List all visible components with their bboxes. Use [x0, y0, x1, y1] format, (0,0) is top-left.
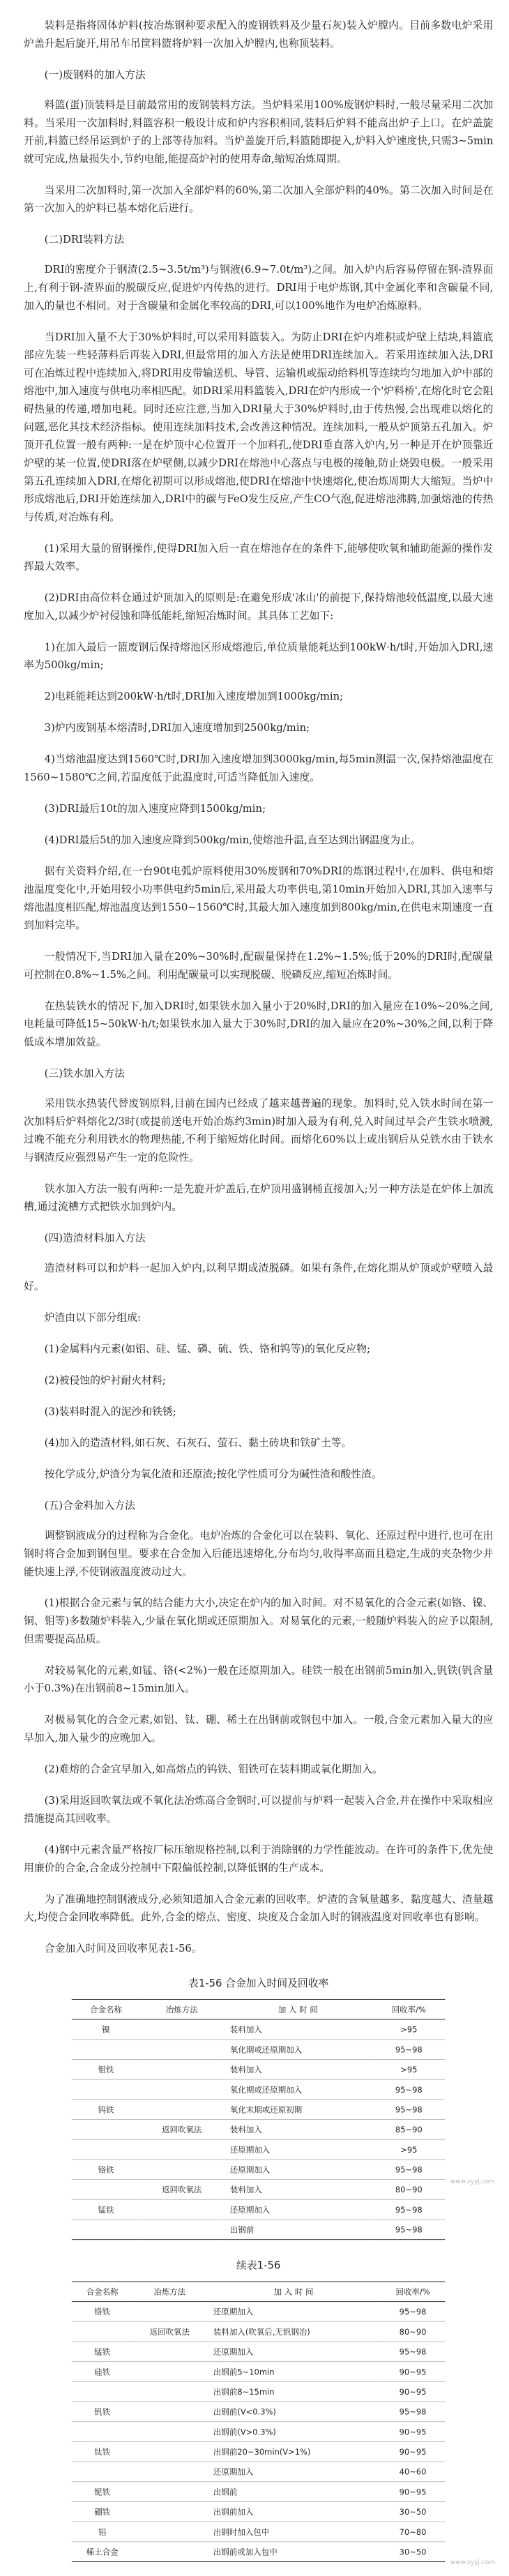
table-cell: 返回吹氧法: [140, 2120, 223, 2140]
table-cell: 95~98: [381, 2402, 446, 2422]
body-paragraph: 3)炉内废钢基本熔清时,DRI加入速度增加到2500kg/min;: [44, 721, 310, 734]
table-cell: [140, 2160, 223, 2180]
body-paragraph: 4)当熔池温度达到1560℃时,DRI加入速度增加到3000kg/min,每5min测温一次,保持熔池温度在1560~1580℃之间,若温度低于此温度时,可适当降低加入速度。: [24, 753, 494, 783]
table-row: [72, 2342, 445, 2362]
table-cell: 出钢前: [206, 2482, 380, 2502]
table-cell: 还原期加入: [206, 2302, 380, 2322]
table-row: [72, 2522, 445, 2542]
table-cell: [132, 2462, 206, 2482]
table-row: [72, 2542, 445, 2562]
table-cell: >95: [372, 2059, 445, 2079]
body-paragraph: (3)装料时混入的泥沙和铁锈;: [44, 1405, 176, 1418]
table-cell: 还原期加入: [206, 2462, 380, 2482]
section-heading: (二)DRI装料方法: [44, 233, 125, 246]
table-cell: 还原期加入: [223, 2199, 372, 2220]
table-cell: 90~95: [381, 2482, 446, 2502]
table-cell: 90~95: [381, 2422, 446, 2442]
table-cell: 95~98: [372, 2199, 445, 2220]
table-cell: 出钢前(V<0.3%): [206, 2402, 380, 2422]
table-cell: [72, 2139, 140, 2160]
table-cell: 90~95: [381, 2381, 446, 2402]
table-row: [72, 2120, 445, 2140]
table-cell: 装料加入: [223, 2059, 372, 2079]
table-cell: 硅铁: [72, 2362, 132, 2382]
body-paragraph: 据有关资料介绍,在一台90t电弧炉原料使用30%废钢和70%DRI的炼钢过程中,在加料、供电和熔池温度变化中,开始用较小功率供电约5min后,采用最大功率供电,第10min开始加入DRI,其加入速率与熔池温度相匹配,熔池温度达到1550~1560℃时,其最大加入速度加到800kg/min,在供电末期速度一直到加料完毕。: [24, 865, 494, 932]
table-cell: 锰铁: [72, 2199, 140, 2220]
table-cell: 稀土合金: [72, 2542, 132, 2562]
alloy-recovery-table: [72, 2281, 445, 2562]
body-paragraph: 当采用二次加料时,第一次加入全部炉料的60%,第二次加入全部炉料的40%。第二次加入时间是在第一次加入的炉料已基本熔化后进行。: [24, 184, 494, 215]
table-cell: 90~95: [381, 2441, 446, 2462]
body-paragraph: 料篮(蛋)顶装料是目前最常用的废钢装料方法。当炉料采用100%废钢炉料时,一般尽量采用二次加料。当采用一次加料时,料篮容积一般设计成和炉内容积相同,装料后炉料不能高出炉子上口。在炉盖旋开前,料篮已经吊运到炉子的上部等待加料。当炉盖旋开后,料篮随即提入,炉料入炉速度快,只需3~5min就可完成,热量损失小,节约电能,能提高炉衬的使用寿命,缩短冶炼周期。: [24, 98, 494, 165]
table-cell: 锰铁: [72, 2342, 132, 2362]
table-cell: [140, 2019, 223, 2040]
table-cell: 30~50: [381, 2501, 446, 2522]
table-title: 续表1-56: [236, 2259, 281, 2272]
table-cell: 装料加入: [223, 2019, 372, 2040]
watermark-text: www.zyyj.com: [450, 2178, 495, 2185]
table-cell: [140, 2139, 223, 2160]
body-paragraph: (3)采用返回吹氧法或不氧化法冶炼高合金钢时,可以提前与炉料一起装入合金,并在操作中采取相应措施提高其回收率。: [24, 1794, 494, 1825]
alloy-recovery-table: [72, 1999, 445, 2240]
table-cell: [72, 2381, 132, 2402]
body-paragraph: (1)采用大量的留钢操作,使得DRI加入后一直在熔池存在的条件下,能够使吹氧和辅助能源的操作发挥最大效率。: [24, 542, 494, 573]
table-cell: 钼铁: [72, 2059, 140, 2079]
table-cell: 氧化期或还原期加入: [223, 2079, 372, 2100]
table-cell: 装料加入: [223, 2180, 372, 2200]
table-cell: [132, 2422, 206, 2442]
body-paragraph: 铁水加入方法一般有两种:一是先旋开炉盖后,在炉顶用盛钢桶直接加入;另一种方法是在炉体上加流槽,通过流槽方式把铁水加到炉内。: [24, 1182, 494, 1213]
section-heading: (五)合金料加入方法: [44, 1499, 135, 1512]
table-header-cell: 冶炼方法: [132, 2282, 206, 2302]
body-paragraph: (2)DRI由高位料仓通过炉顶加入的原则是:在避免形成'冰山'的前提下,保持熔池较低温度,以最大速度加入,以减少炉衬侵蚀和降低能耗,缩短冶炼时间。其具体工艺如下:: [24, 592, 494, 622]
table-cell: 铝: [72, 2522, 132, 2542]
table-row: [72, 2381, 445, 2402]
body-paragraph: (4)加入的造渣材料,如石灰、石灰石、萤石、黏土砖块和铁矿土等。: [44, 1436, 352, 1449]
table-cell: 返回吹氧法: [140, 2180, 223, 2200]
table-cell: 返回吹氧法: [132, 2321, 206, 2342]
table-cell: 出钢时加入包中: [206, 2522, 380, 2542]
watermark-text: www.zyyj.com: [450, 2559, 495, 2566]
body-paragraph: 对极易氧化的合金元素,如铝、钛、硼、稀土在出钢前或钢包中加入。一般,合金元素加入量大的应早加入,加入量少的应晚加入。: [24, 1713, 494, 1744]
body-paragraph: (1)根据合金元素与氧的结合能力大小,决定在炉内的加入时间。对不易氧化的合金元素(如铬、镍、铜、钼等)多数随炉料装入,少量在氧化期或还原期加入。对易氧化的元素,一般随炉料装入的应予以限制,但需要提高品质。: [24, 1597, 494, 1645]
table-cell: [132, 2441, 206, 2462]
table-cell: [72, 2079, 140, 2100]
body-paragraph: 装料是指将固体炉料(按冶炼钢种要求配入的废钢铁料及少量石灰)装入炉膛内。目前多数电炉采用炉盖升起后旋开,用吊车吊筐料篮将炉料一次加入炉膛内,也称顶装料。: [24, 19, 494, 50]
table-cell: 硼铁: [72, 2501, 132, 2522]
table-cell: [132, 2522, 206, 2542]
table-header-cell: 回收率/%: [372, 1999, 445, 2019]
body-paragraph: (3)DRI最后10t的加入速度应降到1500kg/min;: [44, 802, 266, 815]
table-cell: 还原期加入: [223, 2160, 372, 2180]
table-cell: [132, 2302, 206, 2322]
table-cell: 出钢前或加入包中: [206, 2542, 380, 2562]
table-cell: [72, 2120, 140, 2140]
body-paragraph: (2)被侵蚀的炉衬耐火材料;: [44, 1373, 166, 1387]
table-cell: [72, 2462, 132, 2482]
table-row: [72, 2321, 445, 2342]
table-cell: 氧化期或还原期加入: [223, 2040, 372, 2060]
table-cell: 还原期加入: [223, 2139, 372, 2160]
body-paragraph: 在热装铁水的情况下,加入DRI时,如果铁水加入量小于20%时,DRI的加入量应在10%~20%之间,电耗量可降低15~50kW·h/t;如果铁水加入量大于30%时,DRI的加入量应在20%~30%之间,以利于降低成本增加效益。: [24, 1000, 494, 1048]
table-cell: [140, 2100, 223, 2120]
body-paragraph: 按化学成分,炉渣分为氧化渣和还原渣;按化学性质可分为碱性渣和酸性渣。: [44, 1468, 382, 1480]
table-cell: [72, 2220, 140, 2240]
table-row: [72, 2441, 445, 2462]
table-cell: 出钢前8~15min: [206, 2381, 380, 2402]
table-header-cell: 合金名称: [72, 1999, 140, 2019]
table-cell: 95~98: [372, 2040, 445, 2060]
table-cell: [132, 2362, 206, 2382]
table-cell: 95~98: [372, 2100, 445, 2120]
body-paragraph: 合金加入时间及回收率见表1-56。: [44, 1942, 202, 1954]
body-paragraph: 造渣材料可以和炉料一起加入炉内,以利早期成渣脱磷。如果有条件,在熔化期从炉顶或炉壁喷入最好。: [24, 1262, 494, 1293]
table-header-cell: 合金名称: [72, 2282, 132, 2302]
table-cell: 出钢前5~10min: [206, 2362, 380, 2382]
table-cell: 40~60: [381, 2462, 446, 2482]
table-cell: [132, 2402, 206, 2422]
body-paragraph: DRI的密度介于钢渣(2.5~3.5t/m³)与钢液(6.9~7.0t/m³)之间。加入炉内后容易停留在钢-渣界面上,有利于钢-渣界面的脱碳反应,促进炉内传热的进行。DRI用于电炉炼钢,其中金属化率和含碳量不同,加入的量也不相同。对于含碳量和金属化率较高的DRI,可以100%地作为电炉冶炼原料。: [24, 263, 494, 312]
body-paragraph: 一般情况下,当DRI加入量在20%~30%时,配碳量保持在1.2%~1.5%;低于20%的DRI时,配碳量可控制在0.8%~1.5%之间。利用配碳量可以实现脱碳、脱磷反应,缩短冶炼时间。: [24, 950, 494, 981]
body-paragraph: (2)难熔的合金宜早加入,如高熔点的钨铁、钼铁可在装料期或氧化期加入。: [44, 1763, 383, 1775]
table-cell: [132, 2482, 206, 2502]
section-heading: (三)铁水加入方法: [44, 1067, 125, 1080]
table-row: [72, 2079, 445, 2100]
table-title: 表1-56 合金加入时间及回收率: [188, 1977, 329, 1989]
body-paragraph: (4)DRI最后5t的加入速度应降到500kg/min,使熔池升温,直至达到出钢温度为止。: [44, 834, 421, 846]
table-cell: 装料加入(吹氧后,无钒钢冶): [206, 2321, 380, 2342]
body-paragraph: 为了准确地控制钢液成分,必须知道加入合金元素的回收率。炉渣的含氧量越多、黏度越大、渣量越大,均使合金回收率降低。此外,合金的熔点、密度、块度及合金加入时的钢液温度对回收率也有影响。: [24, 1892, 494, 1923]
body-paragraph: 采用铁水热装代替废钢原料,目前在国内已经成了越来越普遍的现象。加料时,兑入铁水时间在第一次加料后炉料熔化2/3时(或提前送电开始冶炼约3min)时加入最为有利,兑入时间过早会产生铁水喷溅,过晚不能充分利用铁水的物理热能,不利于缩短熔化时间。而熔化60%以上或出钢后从兑铁水由于铁水与钢渣反应强烈易产生一定的危险性。: [24, 1097, 494, 1163]
table-row: [72, 2220, 445, 2240]
table-header-cell: 加 入 时 间: [223, 1999, 372, 2019]
table-cell: [72, 2422, 132, 2442]
table-cell: [72, 2180, 140, 2200]
table-cell: 铬铁: [72, 2160, 140, 2180]
body-paragraph: (1)金属料内元素(如铝、硅、锰、磷、硫、铁、铬和钨等)的氧化反应物;: [44, 1342, 371, 1355]
table-cell: 80~90: [381, 2321, 446, 2342]
table-row: [72, 2019, 445, 2040]
table-cell: 出钢前(V>0.3%): [206, 2422, 380, 2442]
table-cell: 95~98: [372, 2220, 445, 2240]
section-heading: (四)造渣材料加入方法: [44, 1232, 146, 1244]
table-cell: 90~95: [381, 2362, 446, 2382]
table-cell: 80~90: [372, 2180, 445, 2200]
table-cell: 钒铁: [72, 2402, 132, 2422]
body-paragraph: 1)在加入最后一篮废钢后保持熔池区形成熔池后,单位质量能耗达到100kW·h/t时,开始加入DRI,速率为500kg/min;: [24, 641, 494, 672]
table-cell: >95: [372, 2019, 445, 2040]
table-row: [72, 2100, 445, 2120]
body-paragraph: 炉渣由以下部分组成:: [44, 1311, 142, 1324]
table-cell: 出钢前加入: [206, 2501, 380, 2522]
table-cell: 还原期加入: [206, 2342, 380, 2362]
body-paragraph: 调整钢液成分的过程称为合金化。电炉冶炼的合金化可以在装料、氧化、还原过程中进行,也可在出钢时将合金加到钢包里。要求在合金加入后能迅速熔化,分布均匀,收得率高而且稳定,生成的夹杂物少并能快速上浮,不使钢液温度波动过大。: [24, 1529, 494, 1578]
table-cell: [140, 2059, 223, 2079]
table-cell: [132, 2501, 206, 2522]
table-cell: [132, 2381, 206, 2402]
table-row: [72, 2180, 445, 2200]
table-cell: 钨铁: [72, 2100, 140, 2120]
table-cell: 铬铁: [72, 2302, 132, 2322]
table-cell: [72, 2040, 140, 2060]
table-cell: 出钢前: [223, 2220, 372, 2240]
table-header-cell: 回收率/%: [381, 2282, 446, 2302]
table-row: [72, 2402, 445, 2422]
table-cell: 出钢前20~30min(V>1%): [206, 2441, 380, 2462]
article-body: [24, 17, 493, 2562]
body-paragraph: (4)钢中元素含量严格按厂标压缩规格控制,以利于消除钢的力学性能波动。在许可的条件下,优先使用廉价的合金,合金成分控制中下限偏低控制,以降低钢的生产成本。: [24, 1844, 494, 1874]
table-row: [72, 2422, 445, 2442]
table-cell: 95~98: [381, 2302, 446, 2322]
table-cell: [140, 2199, 223, 2220]
table-row: [72, 2139, 445, 2160]
table-cell: 70~80: [381, 2522, 446, 2542]
table-cell: 85~90: [372, 2120, 445, 2140]
table-cell: [132, 2342, 206, 2362]
table-cell: [140, 2220, 223, 2240]
table-cell: [140, 2040, 223, 2060]
body-paragraph: 2)电耗能耗达到200kW·h/t时,DRI加入速度增加到1000kg/min;: [44, 690, 344, 703]
table-cell: 95~98: [381, 2342, 446, 2362]
table-cell: >95: [372, 2139, 445, 2160]
body-paragraph: 对较易氧化的元素,如锰、铬(<2%)一般在还原期加入。硅铁一般在出钢前5min加入,钒铁(钒含量小于0.3%)在出钢前8~15min加入。: [24, 1664, 494, 1694]
table-cell: 氧化末期或还原初期: [223, 2100, 372, 2120]
table-cell: [140, 2079, 223, 2100]
table-cell: 95~98: [372, 2160, 445, 2180]
table-row: [72, 2501, 445, 2522]
body-paragraph: 当DRI加入量不大于30%炉料时,可以采用料篮装入。为防止DRI在炉内堆积或炉壁上结块,料篮底部应先装一些轻薄料后再装入DRI,但最常用的加入方法是使用DRI连续加入。若采用连续加入法,DRI可在冶炼过程中连续加入,将DRI用皮带输送机、导管、运输机或振动给料机等连续均匀地加入炉中部的熔池中,加入速度与供电功率相匹配。如DRI采用料篮装入,DRI在炉内形成一个'炉料桥',在熔化时它会阻碍热量的传递,增加电耗。同时还应注意,当加入DRI量大于30%炉料时,由于传热慢,会出现难以熔化的问题,恶化其技术经济指标。使用连续加料技术,会改善这种情况。连续加料,一般从炉顶第五孔加入。炉顶开孔位置一般有两种:一是在炉顶中心位置开一个加料孔,使DRI垂直落入炉内,另一种是开在炉顶靠近炉壁的某一位置,使DRI落在炉壁侧,以减少DRI在熔池中心落点与电极的接触,防止烧毁电极。一般采用第五孔连续加入DRI,在熔化初期可以形成熔池,使DRI在熔池中快速熔化,使冶炼周期大大缩短。当炉中形成熔池后,DRI开始连续加入,DRI中的碳与FeO发生反应,产生CO气泡,促进熔池沸腾,加强熔池的传热与传质,对冶炼有利。: [24, 331, 494, 523]
table-row: [72, 2362, 445, 2382]
table-cell: 铌铁: [72, 2482, 132, 2502]
table-row: [72, 2199, 445, 2220]
table-cell: [72, 2321, 132, 2342]
table-header-cell: 冶炼方法: [140, 1999, 223, 2019]
table-row: [72, 2040, 445, 2060]
section-heading: (一)废钢料的加入方法: [44, 68, 146, 81]
table-cell: [132, 2542, 206, 2562]
table-row: [72, 2462, 445, 2482]
table-row: [72, 2482, 445, 2502]
table-cell: 30~50: [381, 2542, 446, 2562]
table-header-cell: 加 入 时 间: [206, 2282, 380, 2302]
table-cell: 装料加入: [223, 2120, 372, 2140]
table-row: [72, 2160, 445, 2180]
table-cell: 钛铁: [72, 2441, 132, 2462]
table-cell: 95~98: [372, 2079, 445, 2100]
table-cell: 镍: [72, 2019, 140, 2040]
table-row: [72, 2302, 445, 2322]
table-row: [72, 2059, 445, 2079]
